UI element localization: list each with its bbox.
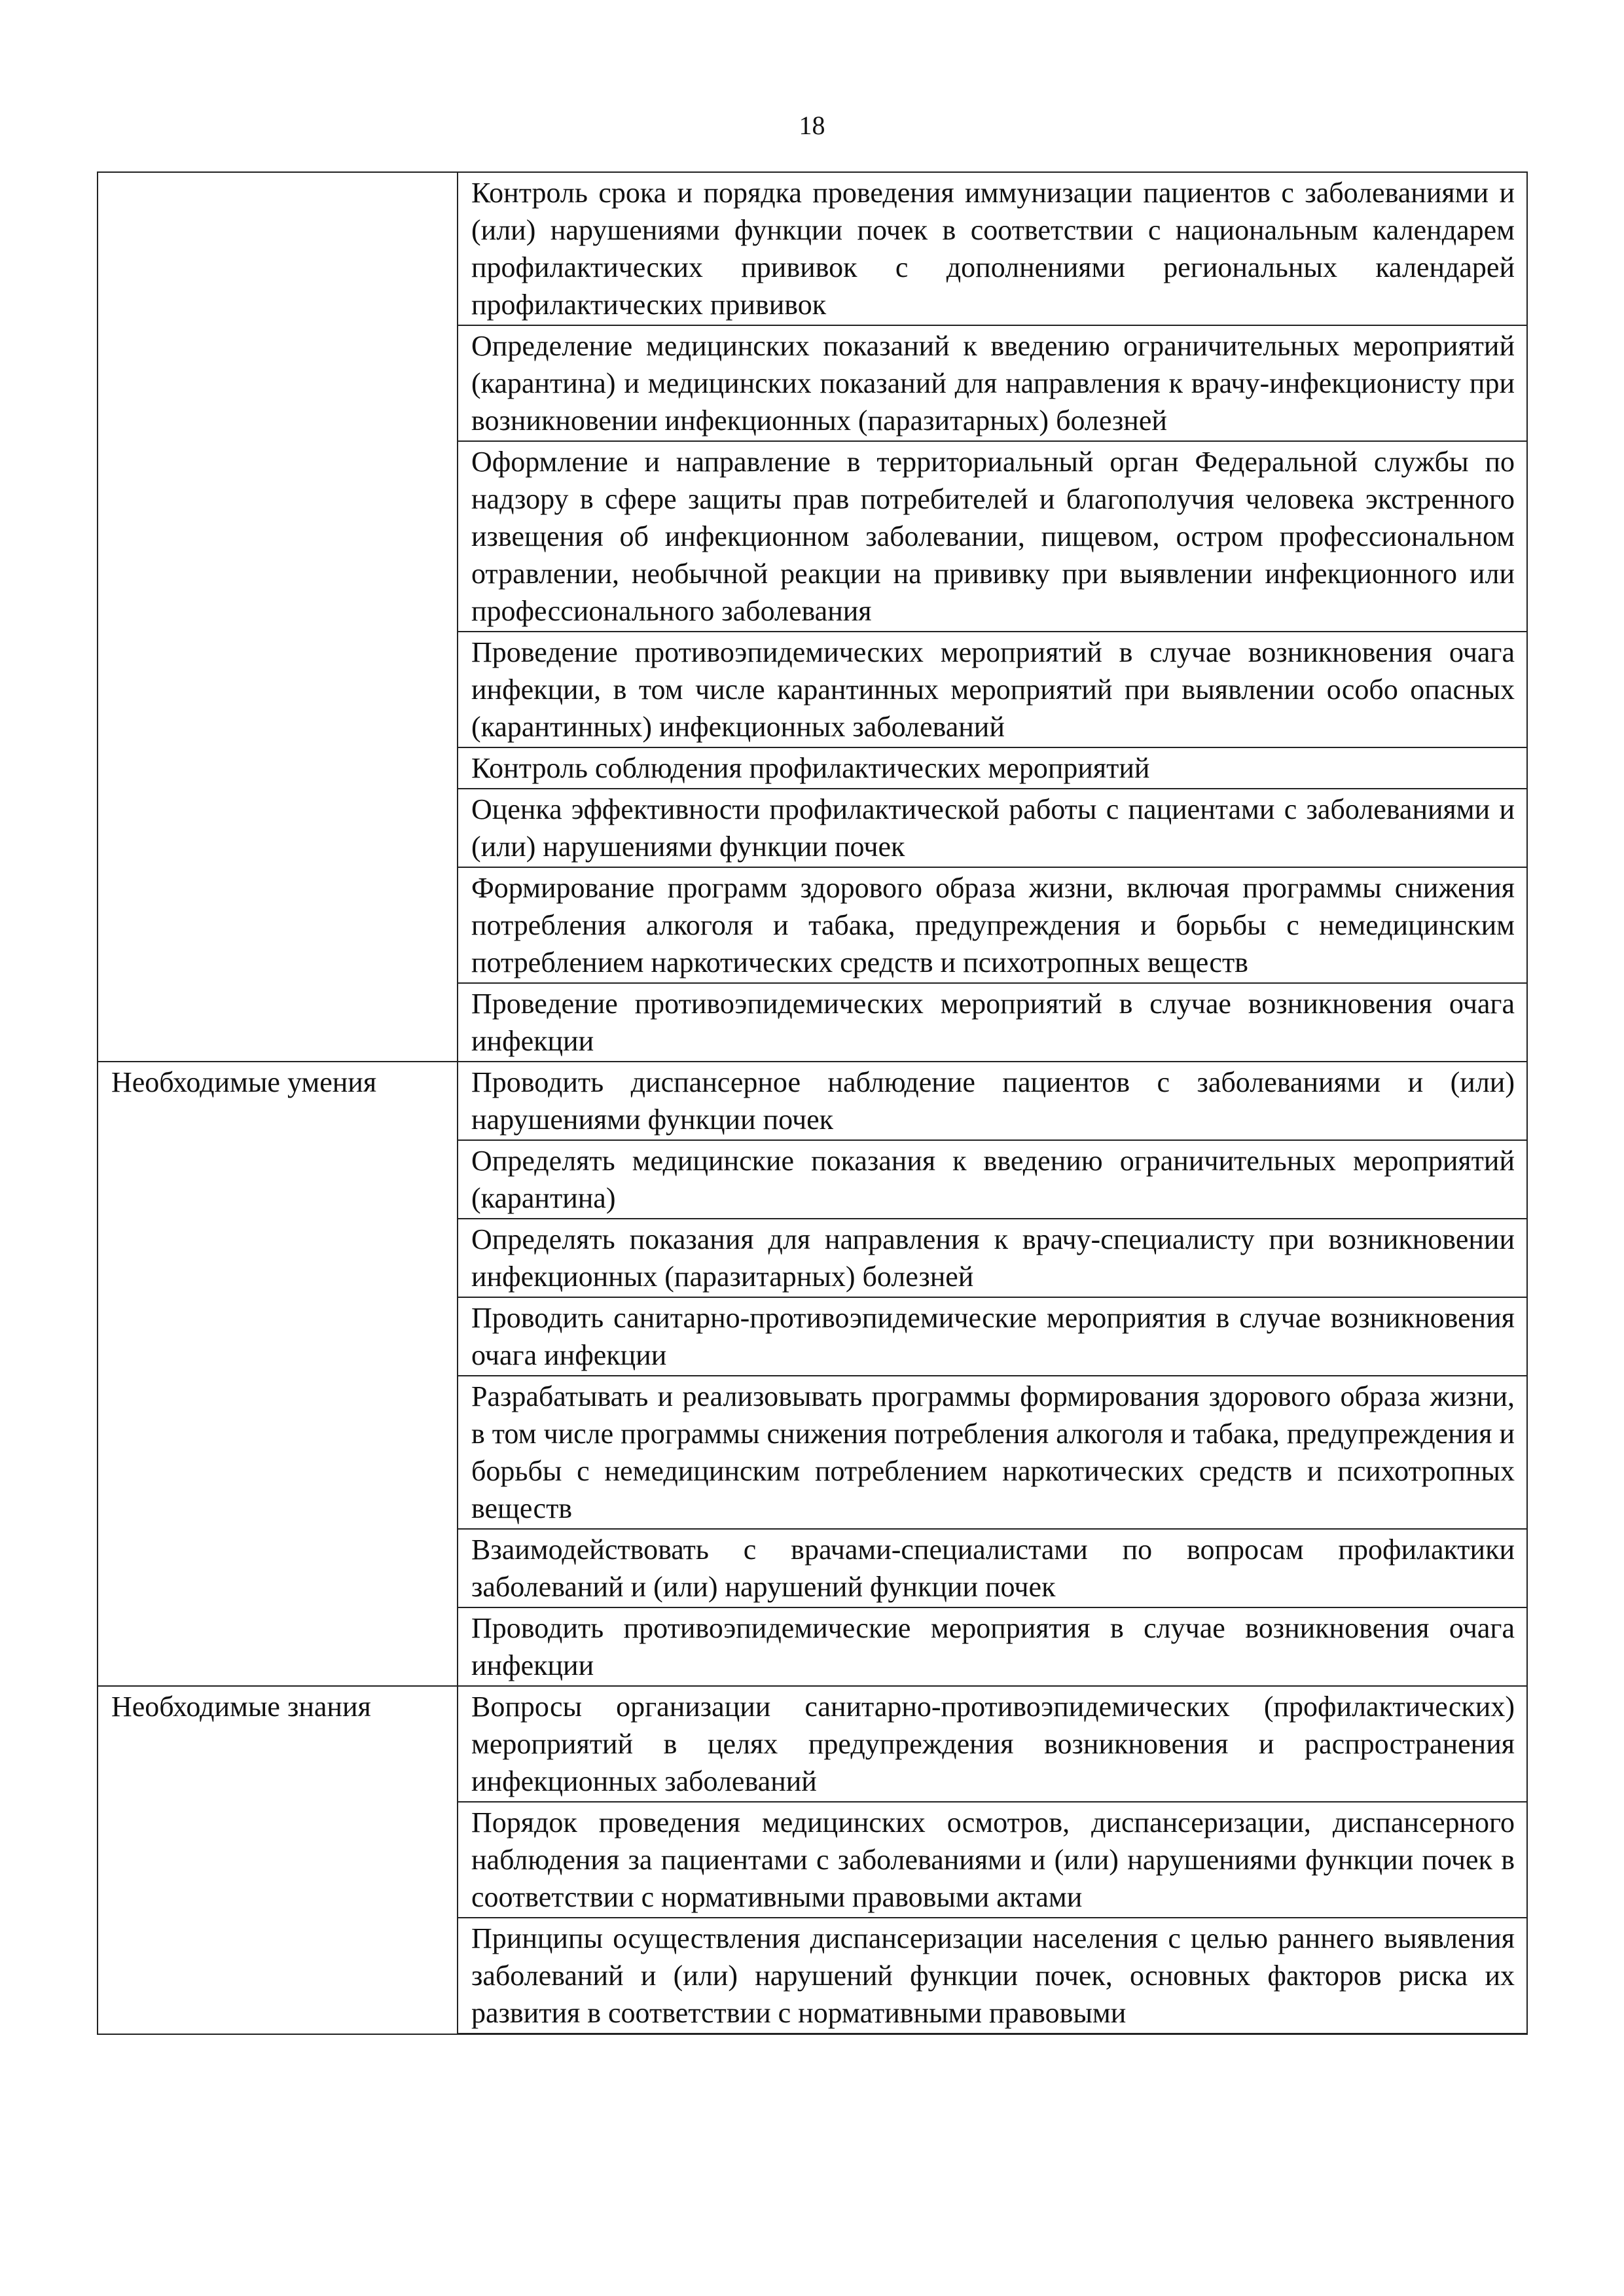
table-cell: Определять показания для направления к врачу-специалисту при возникновении инфекционных (паразитарных) болезней — [458, 1219, 1527, 1297]
table-cell: Проводить диспансерное наблюдение пациентов с заболеваниями и (или) нарушениями функции почек — [458, 1062, 1527, 1140]
table-cell: Контроль срока и порядка проведения иммунизации пациентов с заболеваниями и (или) нарушениями функции почек в соответствии с национальным календарем профилактических прививок с дополнениями региональных календарей профилактических прививок — [458, 172, 1527, 325]
table-cell: Формирование программ здорового образа жизни, включая программы снижения потребления алкоголя и табака, предупреждения и борьбы с немедицинским потреблением наркотических средств и психотропных веществ — [458, 867, 1527, 983]
page-number: 18 — [799, 111, 825, 140]
table-cell: Принципы осуществления диспансеризации населения с целью раннего выявления заболеваний и (или) нарушений функции почек, основных факторов риска их развития в соответствии с нормативными правовыми — [458, 1918, 1527, 2034]
table-cell: Проводить санитарно-противоэпидемические мероприятия в случае возникновения очага инфекции — [458, 1297, 1527, 1376]
table-cell: Оформление и направление в территориальный орган Федеральной службы по надзору в сфере защиты прав потребителей и благополучия человека экстренного извещения об инфекционном заболевании, пищевом, остром профессиональном отравлении, необычной реакции на прививку при выявлении инфекционного или профессионального заболевания — [458, 441, 1527, 632]
table-cell: Вопросы организации санитарно-противоэпидемических (профилактических) мероприятий в целях предупреждения возникновения и распространения инфекционных заболеваний — [458, 1686, 1527, 1802]
table-row — [98, 1686, 1527, 1802]
table-cell: Разрабатывать и реализовывать программы формирования здорового образа жизни, в том числе программы снижения потребления алкоголя и табака, предупреждения и борьбы с немедицинским потреблением наркотических средств и психотропных веществ — [458, 1376, 1527, 1529]
table-cell: Контроль соблюдения профилактических мероприятий — [458, 747, 1527, 789]
table-cell: Оценка эффективности профилактической работы с пациентами с заболеваниями и (или) нарушениями функции почек — [458, 789, 1527, 867]
requirements-table — [97, 171, 1528, 2035]
table-cell: Проводить противоэпидемические мероприятия в случае возникновения очага инфекции — [458, 1607, 1527, 1686]
table-cell: Проведение противоэпидемических мероприятий в случае возникновения очага инфекции, в том числе карантинных мероприятий при выявлении особо опасных (карантинных) инфекционных заболеваний — [458, 632, 1527, 747]
table-cell: Определение медицинских показаний к введению ограничительных мероприятий (карантина) и медицинских показаний для направления к врачу-инфекционисту при возникновении инфекционных (паразитарных) болезней — [458, 325, 1527, 441]
table-cell: Проведение противоэпидемических мероприятий в случае возникновения очага инфекции — [458, 983, 1527, 1062]
table-cell: Порядок проведения медицинских осмотров, диспансеризации, диспансерного наблюдения за пациентами с заболеваниями и (или) нарушениями функции почек в соответствии с нормативными правовыми актами — [458, 1802, 1527, 1918]
section-label-skills: Необходимые умения — [98, 1062, 458, 1686]
section-label-knowledge: Необходимые знания — [98, 1686, 458, 2034]
table-cell: Взаимодействовать с врачами-специалистами по вопросам профилактики заболеваний и (или) нарушений функции почек — [458, 1529, 1527, 1607]
section-label — [98, 172, 458, 1062]
table-cell: Определять медицинские показания к введению ограничительных мероприятий (карантина) — [458, 1140, 1527, 1219]
table-row — [98, 172, 1527, 325]
table-row — [98, 1062, 1527, 1140]
